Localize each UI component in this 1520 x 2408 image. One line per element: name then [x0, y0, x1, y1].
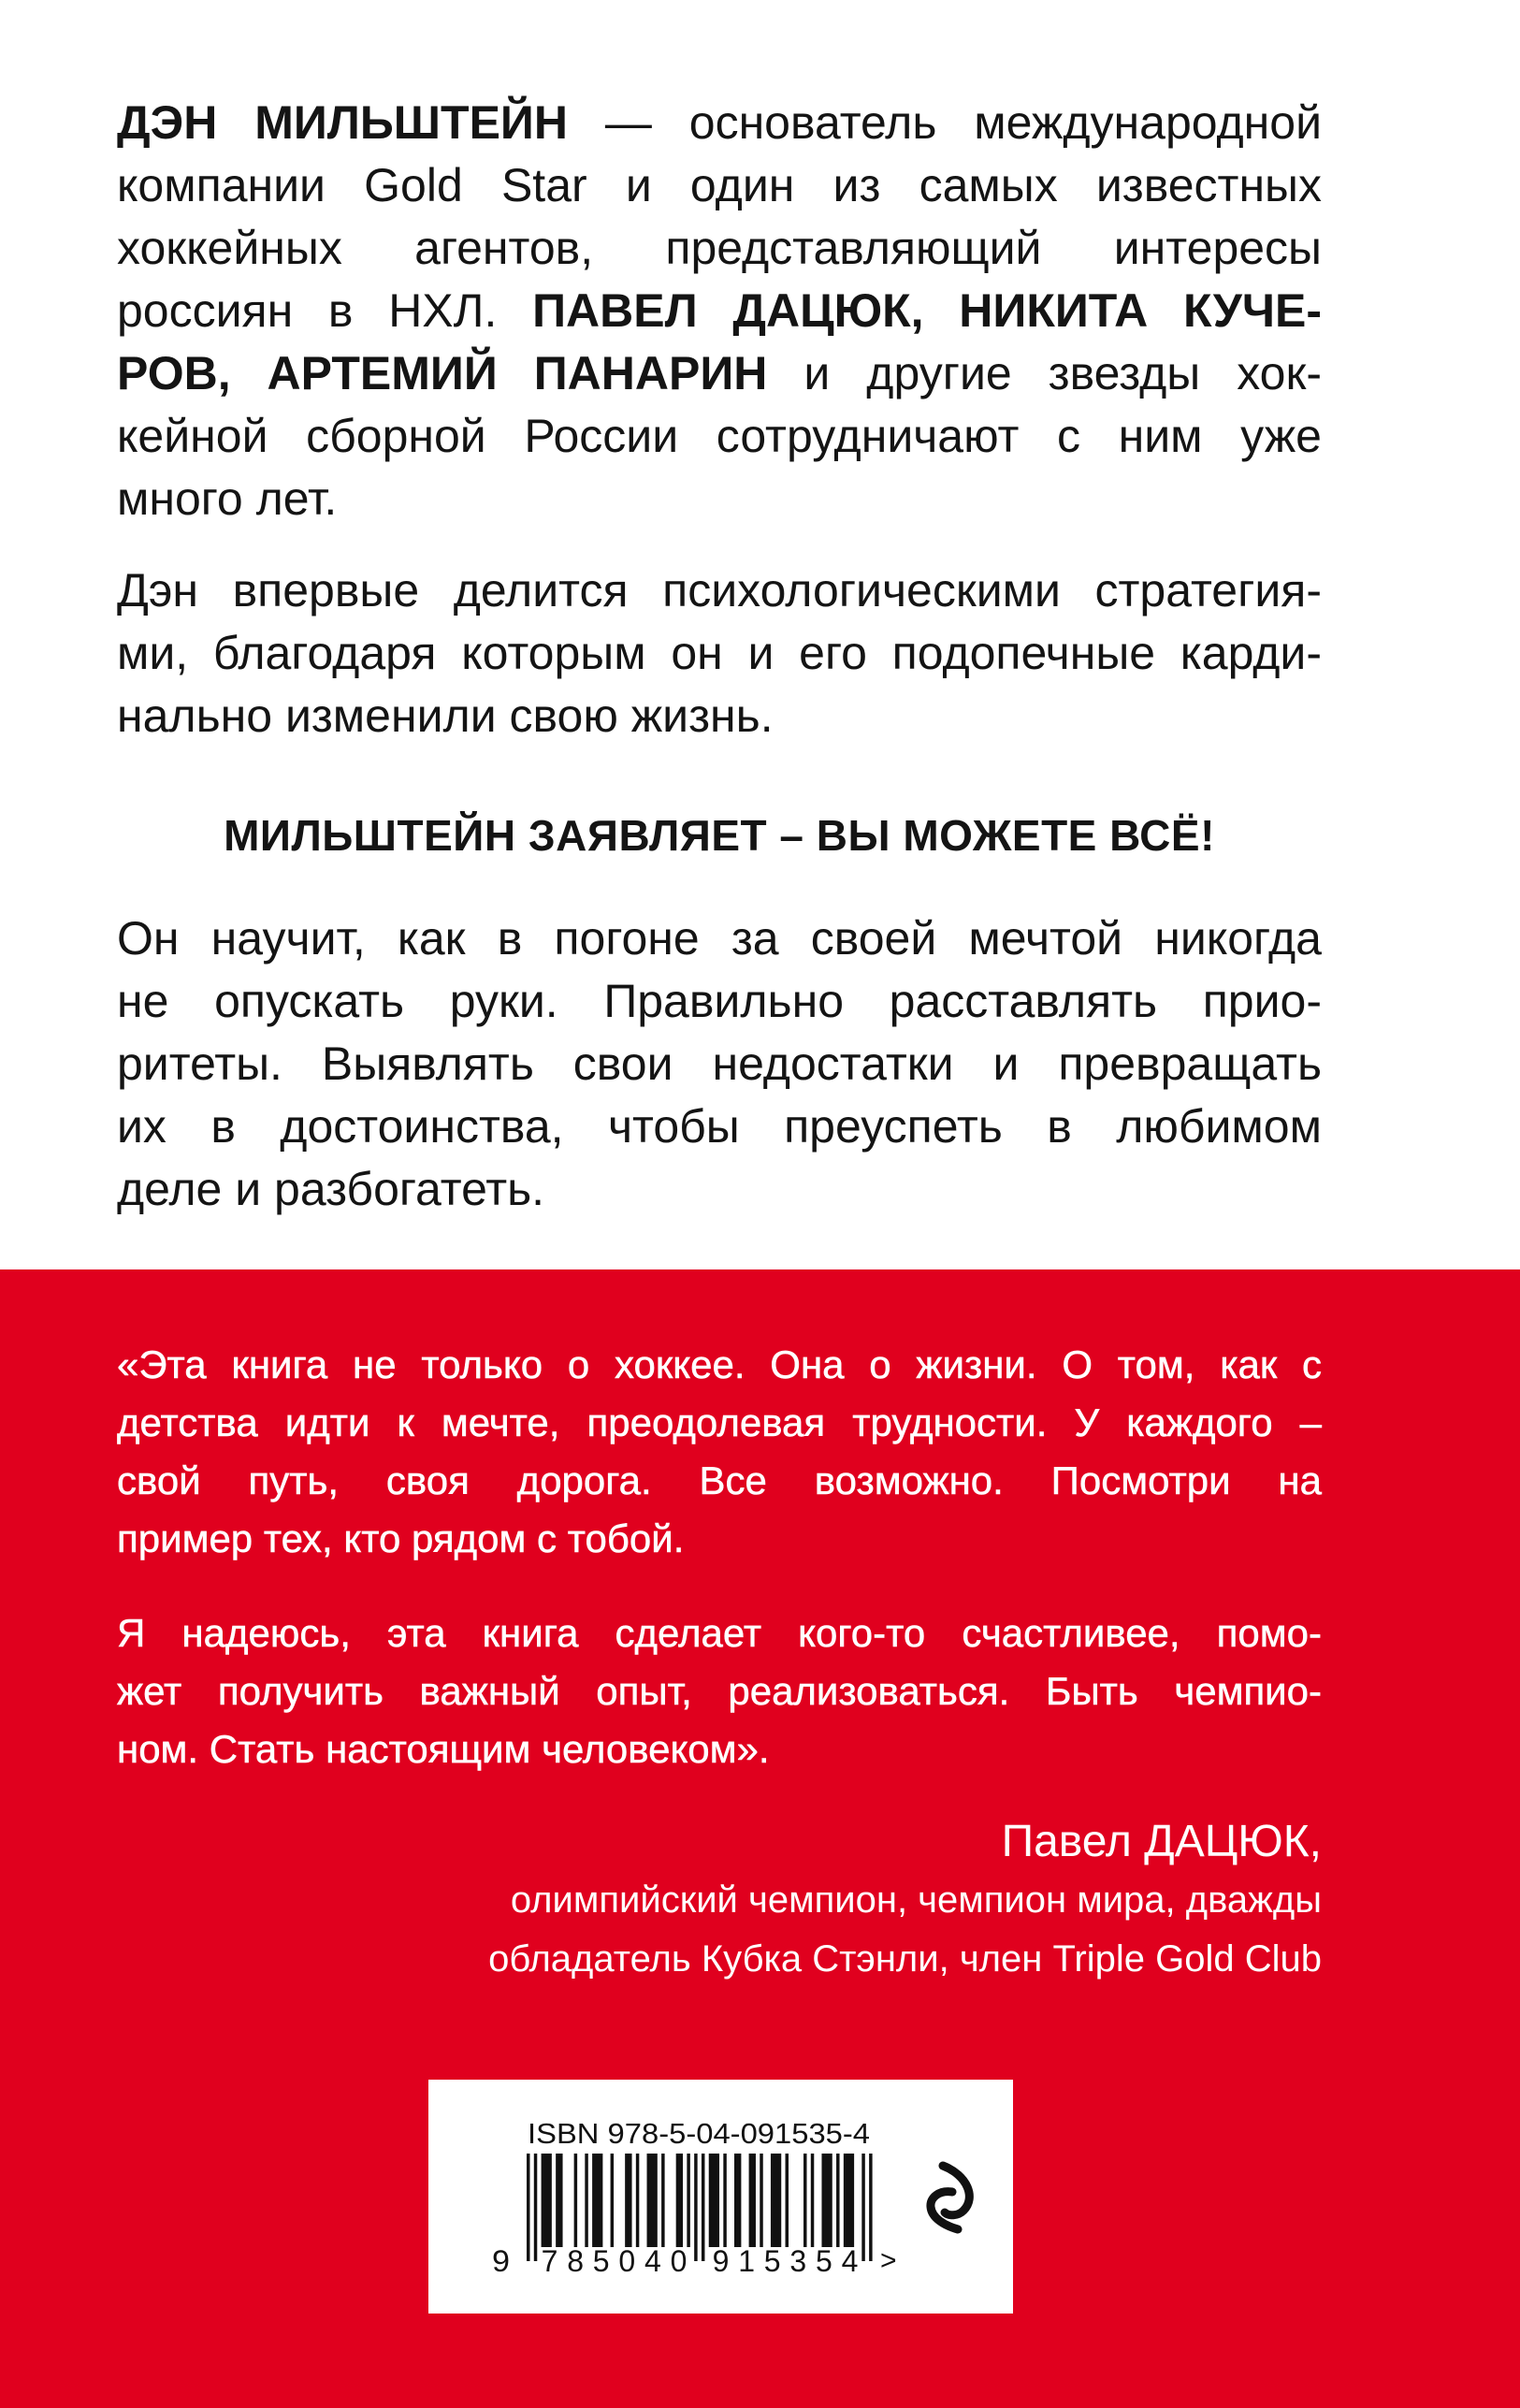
intro-text: компании Gold Star и один из самых известных — [117, 159, 1322, 211]
quote-line: «Эта книга не только о хоккее. Она о жизни. О том, как с — [117, 1342, 1322, 1386]
author-title-line: обладатель Кубка Стэнли, член Triple Gold Club — [488, 1938, 1322, 1980]
barcode-graphic — [428, 2080, 1013, 2314]
quote-line: жет получить важный опыт, реализоваться. Быть чемпио- — [117, 1669, 1322, 1713]
strategies-line: ми, благодаря которым он и его подопечные карди- — [117, 627, 1322, 679]
intro-text: — основатель международной — [567, 96, 1322, 149]
quote-line: детства идти к мечте, преодолевая трудности. У каждого – — [117, 1400, 1322, 1444]
quote-author-name: Павел ДАЦЮК, — [1001, 1817, 1322, 1866]
author-name-highlight: ДЭН МИЛЬШТЕЙН — [117, 96, 568, 149]
quiet-zone-mark: > — [880, 2245, 897, 2276]
strategies-paragraph — [117, 559, 1322, 747]
isbn-label: ISBN 978-5-04-091535-4 — [528, 2117, 870, 2150]
strategies-line: нально изменили свою жизнь. — [117, 689, 774, 742]
intro-line — [117, 92, 1322, 154]
promise-line: не опускать руки. Правильно расставлять прио- — [117, 975, 1322, 1027]
ean-left-group: 785040 — [541, 2244, 688, 2278]
intro-text: и другие звезды хок- — [767, 347, 1322, 399]
intro-line — [117, 405, 1322, 468]
intro-text: кейной сборной России сотрудничают с ним уже — [117, 410, 1322, 462]
intro-line — [117, 342, 1322, 405]
quote-line: ном. Стать настоящим человеком». — [117, 1727, 770, 1771]
intro-line — [117, 154, 1322, 217]
promise-line: Он научит, как в погоне за своей мечтой никогда — [117, 912, 1322, 965]
quote-paragraph-1 — [117, 1336, 1322, 1568]
players-highlight: РОВ, АРТЕМИЙ ПАНАРИН — [117, 347, 768, 399]
promise-line: деле и разбогатеть. — [117, 1163, 545, 1215]
promise-line: ритеты. Выявлять свои недостатки и превращать — [117, 1037, 1322, 1090]
strategies-line: Дэн впервые делится психологическими стратегия- — [117, 564, 1322, 617]
players-highlight: ПАВЕЛ ДАЦЮК, НИКИТА КУЧЕ- — [532, 284, 1322, 337]
quote-author-titles — [117, 1871, 1322, 1989]
headline: МИЛЬШТЕЙН ЗАЯВЛЯЕТ – ВЫ МОЖЕТЕ ВСЁ! — [224, 811, 1215, 860]
intro-text: хоккейных агентов, представляющий интересы — [117, 222, 1322, 274]
ean-lead-digit: 9 — [492, 2244, 510, 2278]
quote-line: свой путь, своя дорога. Все возможно. Посмотри на — [117, 1458, 1322, 1502]
promise-line: их в достоинства, чтобы преуспеть в любимом — [117, 1100, 1322, 1153]
intro-line — [117, 468, 1322, 530]
quote-paragraph-2 — [117, 1604, 1322, 1778]
intro-line — [117, 280, 1322, 342]
intro-line — [117, 217, 1322, 280]
author-title-line: олимпийский чемпион, чемпион мира, дважды — [510, 1879, 1322, 1921]
isbn-barcode-box — [428, 2080, 1013, 2314]
intro-text: много лет. — [117, 472, 338, 525]
intro-paragraph — [117, 92, 1322, 530]
ean-right-group: 915354 — [712, 2244, 859, 2278]
quote-line: пример тех, кто рядом с тобой. — [117, 1516, 685, 1560]
promise-paragraph — [117, 907, 1322, 1221]
intro-text: россиян в НХЛ. — [117, 284, 533, 337]
publisher-logo-icon — [931, 2166, 969, 2229]
quote-line: Я надеюсь, эта книга сделает кого-то счастливее, помо- — [117, 1611, 1322, 1655]
